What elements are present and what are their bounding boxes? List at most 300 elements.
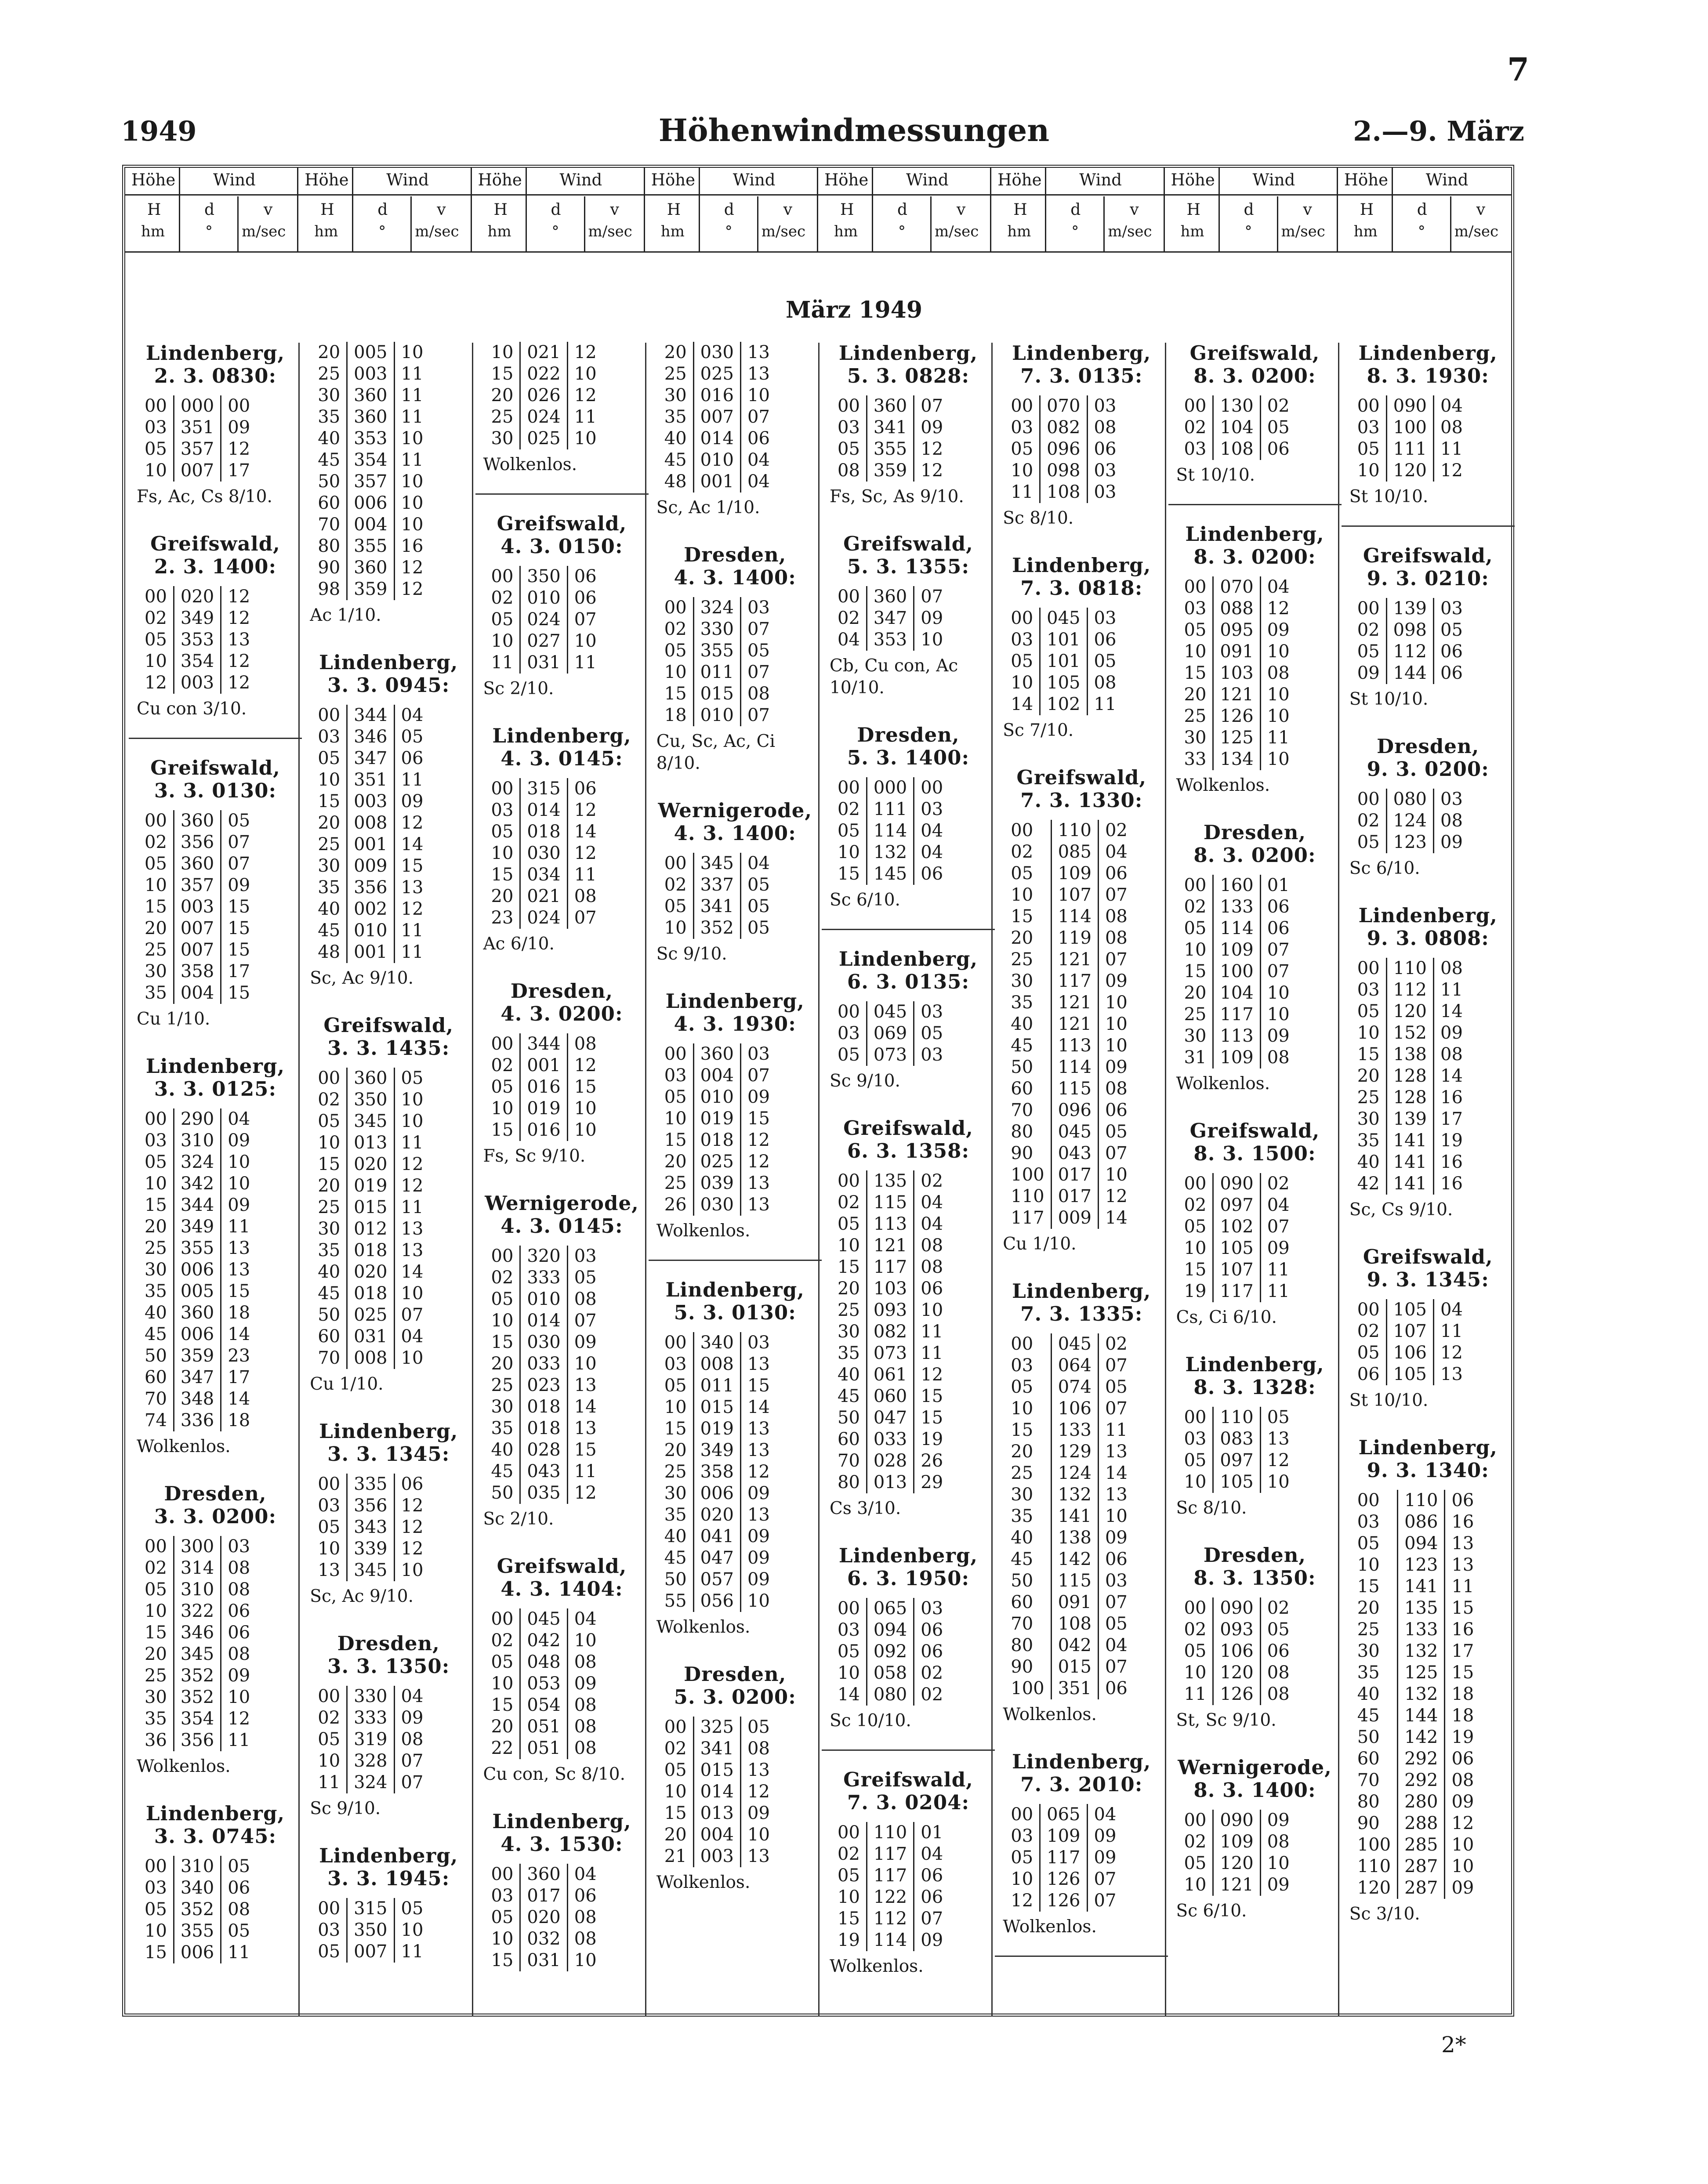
wind-table [312,705,429,963]
height-cell: 05 [838,439,860,459]
height-cell: 05 [1011,863,1034,884]
table-row [1004,884,1134,906]
table-row [1351,395,1469,417]
height-cell: 35 [318,877,341,898]
direction-cell: 110 [1051,820,1098,841]
height-cell: 30 [1357,1109,1380,1129]
observation-block [995,766,1168,1255]
direction-cell: 360 [347,406,394,428]
wind-table [1178,576,1296,770]
speed-cell: 06 [228,1601,250,1621]
direction-cell: 300 [174,1536,221,1557]
direction-cell: 098 [1040,460,1087,482]
direction-cell: 015 [693,683,740,705]
header-msec: m/sec [415,223,459,240]
height-cell: 15 [491,1332,514,1352]
height-cell: 30 [145,1687,167,1707]
direction-cell: 061 [867,1364,914,1386]
observation-block [649,543,822,775]
direction-cell: 314 [174,1557,221,1579]
height-cell: 10 [491,1929,514,1949]
observation-time: 9. 3. 1345: [1367,1268,1489,1291]
direction-cell: 353 [174,629,221,651]
table-row [1178,1597,1296,1619]
direction-cell: 354 [174,651,221,672]
observation-block [1342,342,1515,527]
speed-cell: 11 [228,1730,250,1750]
speed-cell: 11 [921,1343,943,1363]
speed-cell: 08 [228,1899,250,1920]
table-row [1004,1035,1134,1057]
observation-block [822,948,995,1092]
table-row [658,1781,776,1803]
height-cell: 15 [1357,1044,1380,1065]
speed-cell: 09 [1267,1810,1290,1830]
table-row [485,609,603,630]
direction-cell: 346 [347,726,394,748]
observation-block [475,980,649,1167]
height-cell: 02 [491,1055,514,1076]
speed-cell: 15 [921,1408,943,1428]
observation-time: 3. 3. 0200: [154,1505,277,1528]
direction-cell: 310 [174,1579,221,1601]
height-cell: 00 [491,1864,514,1884]
height-cell: 05 [664,1760,687,1780]
speed-cell: 15 [574,1440,597,1460]
speed-cell: 03 [1094,608,1117,628]
wind-table [138,1856,256,1963]
height-cell: 02 [838,608,860,628]
table-row [831,1364,949,1386]
height-cell: 50 [1357,1727,1380,1747]
height-cell: 25 [145,940,167,960]
speed-cell: 03 [1105,1571,1128,1591]
direction-cell: 021 [520,886,567,907]
height-cell: 40 [491,1440,514,1460]
direction-cell: 030 [520,843,567,864]
table-row [831,1170,949,1192]
height-cell: 35 [1357,1662,1380,1683]
speed-cell: 16 [401,536,424,556]
wind-table [1004,820,1134,1229]
observation-time: 4. 3. 0200: [500,1002,623,1025]
speed-cell: 13 [401,1240,424,1260]
direction-cell: 359 [174,1345,221,1367]
observation-time: 7. 3. 1330: [1020,789,1143,812]
height-cell: 02 [145,832,167,852]
height-cell: 15 [318,791,341,811]
table-row [658,1087,776,1108]
header-hoehe: Höhe [997,170,1042,189]
cloud-note: Wolkenlos. [830,1956,924,1976]
height-cell: 00 [664,1333,687,1353]
speed-cell: 13 [747,1440,770,1460]
speed-cell: 10 [401,1560,424,1580]
table-row [1004,1463,1134,1484]
direction-cell: 048 [520,1652,567,1673]
direction-cell: 319 [347,1729,394,1750]
height-cell: 80 [1011,1122,1034,1142]
direction-cell: 004 [693,1065,740,1087]
table-row [138,1281,256,1302]
speed-cell: 10 [1105,1036,1128,1056]
table-row [831,1257,949,1278]
direction-cell: 359 [867,460,914,482]
table-row [312,1686,429,1707]
table-row [485,428,603,449]
table-row [1178,1662,1296,1684]
table-row [658,917,776,939]
height-cell: 30 [1184,728,1207,748]
height-cell: 50 [318,471,341,492]
speed-cell: 26 [921,1451,943,1471]
speed-cell: 10 [574,1120,597,1140]
table-row [138,417,256,438]
speed-cell: 13 [401,1219,424,1239]
header-v: v [957,201,966,219]
height-cell: 05 [491,609,514,630]
table-row [1004,1207,1134,1229]
height-cell: 10 [664,918,687,938]
speed-cell: 08 [574,1034,597,1054]
table-row [831,417,949,438]
table-row [831,1844,949,1865]
speed-cell: 17 [1451,1641,1474,1661]
height-cell: 19 [838,1930,860,1950]
speed-cell: 13 [1451,1555,1474,1575]
height-cell: 05 [1357,439,1380,459]
data-column [1168,342,1342,1947]
table-row [658,1590,776,1612]
table-row [138,1622,256,1644]
speed-cell: 09 [1451,1878,1474,1898]
direction-cell: 132 [1398,1641,1445,1662]
header-d: d [1070,201,1081,219]
height-cell: 60 [838,1429,860,1449]
height-cell: 60 [1011,1079,1034,1099]
speed-cell: 10 [1267,706,1290,726]
speed-cell: 10 [401,493,424,513]
direction-cell: 347 [174,1367,221,1388]
speed-cell: 02 [1267,396,1290,416]
wind-table [138,810,256,1004]
direction-cell: 346 [174,1622,221,1644]
speed-cell: 03 [921,1598,943,1619]
speed-cell: 11 [921,1322,943,1342]
speed-cell: 09 [574,1332,597,1352]
height-cell: 25 [1011,949,1034,970]
table-row [312,1154,429,1175]
direction-cell: 032 [520,1928,567,1950]
observation-time: 3. 3. 1945: [327,1867,450,1890]
table-row [1178,576,1296,598]
observation-time: 4. 3. 1930: [674,1012,796,1036]
speed-cell: 14 [228,1389,250,1409]
table-row [658,1108,776,1130]
station-name: Wernigerode, [485,1192,639,1215]
speed-cell: 04 [401,1326,424,1347]
height-cell: 15 [838,864,860,884]
cloud-note: Sc 7/10. [1003,721,1074,740]
wind-table [312,1686,429,1793]
observation-block [1342,544,1515,710]
speed-cell: 15 [228,897,250,917]
direction-cell: 090 [1213,1810,1260,1831]
height-cell: 20 [1184,685,1207,705]
speed-cell: 12 [921,439,943,459]
direction-cell: 339 [347,1538,394,1560]
observation-time: 8. 3. 1328: [1193,1376,1316,1399]
speed-cell: 10 [1267,685,1290,705]
table-row [485,1439,603,1461]
speed-cell: 09 [574,1673,597,1694]
table-row [1351,1130,1469,1152]
height-cell: 25 [145,1238,167,1258]
table-row [831,1598,949,1619]
cloud-note: Sc 6/10. [1176,1901,1247,1921]
table-row [312,406,429,428]
direction-cell: 051 [520,1738,567,1759]
observation-time: 2. 3. 0830: [154,364,277,388]
height-cell: 15 [664,1130,687,1150]
table-row [485,1033,603,1055]
speed-cell: 11 [401,364,424,384]
height-cell: 10 [1184,1472,1207,1492]
table-row [1351,619,1469,641]
direction-cell: 018 [347,1283,394,1304]
speed-cell: 11 [401,1197,424,1217]
height-cell: 15 [145,1623,167,1643]
speed-cell: 12 [747,1462,770,1482]
cloud-note: Cs 3/10. [830,1499,901,1518]
height-cell: 05 [318,748,341,768]
speed-cell: 18 [228,1410,250,1431]
speed-cell: 04 [1094,1804,1117,1825]
table-row [1004,1484,1134,1506]
header-h: H [1186,201,1200,219]
table-row [312,579,429,600]
direction-cell: 006 [174,1259,221,1281]
speed-cell: 06 [1105,863,1128,884]
table-row [138,651,256,672]
table-row [138,832,256,853]
observation-block [1342,1246,1515,1412]
table-row [1351,1619,1480,1641]
speed-cell: 12 [401,579,424,599]
direction-cell: 097 [1213,1195,1260,1216]
observation-block [1342,735,1515,880]
table-row [1351,1108,1469,1130]
direction-cell: 105 [1213,1238,1260,1259]
direction-cell: 356 [174,832,221,853]
direction-cell: 028 [867,1450,914,1472]
speed-cell: 13 [574,1375,597,1395]
table-row [831,1429,949,1450]
table-row [831,777,949,799]
speed-cell: 08 [574,886,597,906]
height-cell: 03 [318,1496,341,1516]
station-name: Greifswald, [1016,766,1147,789]
cloud-note: Ac 6/10. [483,934,555,954]
table-row [1351,1321,1469,1342]
height-cell: 30 [145,961,167,982]
table-row [1004,1592,1134,1613]
table-row [1004,417,1122,438]
table-row [312,536,429,557]
observation-block [995,1280,1168,1726]
header-d: d [1417,201,1427,219]
table-row [658,1065,776,1087]
speed-cell: 08 [574,1717,597,1737]
height-cell: 05 [838,1214,860,1234]
column-separator [645,343,646,2017]
wind-table [1351,395,1469,482]
table-row [485,1353,603,1375]
height-cell: 35 [145,1281,167,1301]
speed-cell: 06 [747,428,770,449]
page-number: 7 [1507,51,1530,88]
table-row [658,1194,776,1216]
table-row [138,1665,256,1687]
speed-cell: 04 [1440,396,1463,416]
height-cell: 23 [491,908,514,928]
table-row [658,640,776,662]
speed-cell: 08 [1267,1662,1290,1683]
height-cell: 02 [664,619,687,639]
speed-cell: 05 [401,727,424,747]
direction-cell: 350 [347,1920,394,1941]
table-row [1178,896,1296,918]
cloud-note: Sc 9/10. [310,1799,381,1818]
header-d: d [204,201,215,219]
speed-cell: 10 [401,1090,424,1110]
speed-cell: 11 [401,942,424,962]
speed-cell: 19 [1451,1727,1474,1747]
header-v: v [437,201,446,219]
speed-cell: 07 [921,396,943,416]
height-cell: 00 [1357,396,1380,416]
direction-cell: 017 [1051,1186,1098,1207]
speed-cell: 13 [1267,1429,1290,1449]
header-hoehe: Höhe [824,170,869,189]
direction-cell: 090 [1213,1173,1260,1195]
observation-block [1168,1353,1342,1519]
table-row [831,1213,949,1235]
speed-cell: 05 [574,1268,597,1288]
speed-cell: 11 [1094,694,1117,714]
speed-cell: 03 [1440,789,1463,809]
height-cell: 00 [145,1856,167,1876]
height-cell: 14 [1011,694,1034,714]
speed-cell: 10 [401,1348,424,1368]
header-hoehe: Höhe [651,170,696,189]
height-cell: 05 [664,1376,687,1396]
header-cell [991,168,1164,251]
direction-cell: 152 [1386,1022,1433,1044]
height-cell: 10 [491,1098,514,1119]
cloud-note: Wolkenlos. [656,1221,751,1241]
table-row [658,1043,776,1065]
direction-cell: 350 [520,566,567,587]
height-cell: 20 [318,813,341,833]
table-row [138,1708,256,1730]
table-row [1004,1635,1134,1656]
height-cell: 45 [1357,1706,1380,1726]
height-cell: 03 [491,1886,514,1906]
table-row [831,438,949,460]
table-row [1004,395,1122,417]
observation-block [1168,342,1342,505]
height-cell: 30 [491,428,514,449]
speed-cell: 11 [574,1461,597,1481]
height-cell: 03 [1184,1429,1207,1449]
speed-cell: 09 [921,608,943,628]
speed-cell: 29 [921,1472,943,1492]
header-wind: Wind [386,170,429,189]
speed-cell: 12 [574,1055,597,1076]
table-row [1351,1364,1469,1385]
direction-cell: 138 [1051,1527,1098,1549]
table-row [1351,663,1469,684]
header-wind: Wind [1079,170,1122,189]
date-range: 2.—9. März [1353,115,1524,147]
height-cell: 50 [1011,1571,1034,1591]
speed-cell: 04 [1440,1300,1463,1320]
observation-time: 5. 3. 1355: [847,555,970,578]
height-cell: 15 [838,1909,860,1929]
speed-cell: 12 [921,1365,943,1385]
height-cell: 02 [838,1192,860,1213]
header-vsep [872,168,873,251]
direction-cell: 026 [520,385,567,406]
observation-block [822,532,995,699]
table-row [831,1235,949,1257]
height-cell: 03 [1357,417,1380,438]
table-row [485,1332,603,1353]
table-row [658,874,776,896]
observation-time: 4. 3. 1530: [500,1833,623,1856]
speed-cell: 12 [574,800,597,820]
table-row [1004,927,1134,949]
height-cell: 40 [318,1262,341,1282]
table-row [658,705,776,726]
direction-cell: 124 [1051,1463,1098,1484]
cloud-note: Sc, Ac 1/10. [656,498,760,518]
height-cell: 05 [491,1652,514,1672]
table-row [658,1151,776,1173]
direction-cell: 288 [1398,1813,1445,1834]
speed-cell: 06 [1451,1490,1474,1510]
height-cell: 70 [145,1389,167,1409]
table-row [1004,1890,1122,1912]
height-cell: 45 [838,1386,860,1406]
speed-cell: 12 [401,1176,424,1196]
height-cell: 05 [664,641,687,661]
direction-cell: 110 [1386,958,1433,979]
cloud-note: Cs, Ci 6/10. [1176,1308,1277,1327]
direction-cell: 106 [1213,1641,1260,1662]
speed-cell: 14 [1105,1208,1128,1228]
speed-cell: 08 [747,1739,770,1759]
header-vsep [1392,168,1393,251]
height-cell: 03 [145,417,167,438]
table-row [485,1119,603,1141]
speed-cell: 16 [1440,1152,1463,1172]
table-row [658,449,776,471]
column-header-row [125,168,1511,251]
data-column [302,342,475,1987]
table-row [831,629,949,651]
